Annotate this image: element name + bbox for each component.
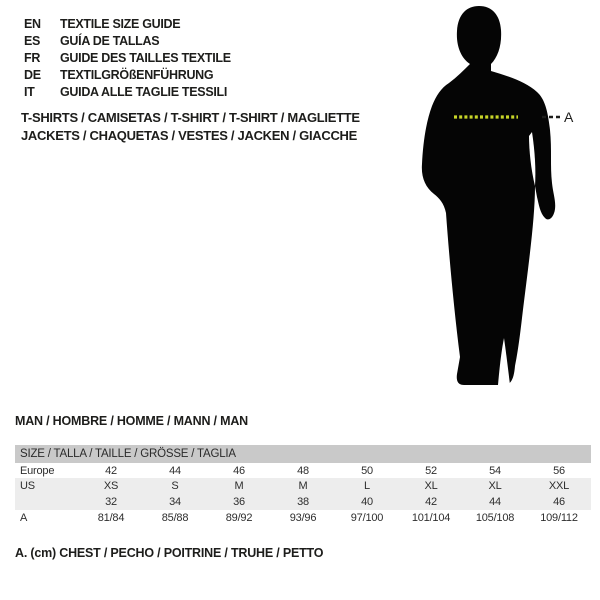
size-value: S <box>171 480 179 492</box>
size-value: 54 <box>489 464 501 477</box>
size-value: L <box>364 480 370 492</box>
man-silhouette <box>422 6 555 385</box>
lang-label: TEXTILGRÖßENFÜHRUNG <box>60 67 214 82</box>
lang-label: GUIDA ALLE TAGLIE TESSILI <box>60 84 228 99</box>
size-value: 56 <box>553 464 565 477</box>
size-value: 36 <box>233 496 245 508</box>
size-value: 81/84 <box>97 512 125 524</box>
size-value: 85/88 <box>161 512 189 524</box>
size-value: 34 <box>169 496 181 508</box>
size-value: 46 <box>233 464 245 477</box>
size-value: 89/92 <box>225 512 253 524</box>
size-value: 44 <box>169 464 181 477</box>
man-silhouette-figure <box>400 0 600 400</box>
size-value: 42 <box>105 464 117 477</box>
size-value: 52 <box>425 464 437 477</box>
lang-row-it <box>24 83 231 100</box>
product-line-tshirts: T-SHIRTS / CAMISETAS / T-SHIRT / T-SHIRT / MAGLIETTE <box>21 110 360 125</box>
measure-marker-label: A <box>564 109 574 125</box>
size-value: 46 <box>553 496 565 508</box>
size-value: XXL <box>548 480 570 492</box>
lang-row-en <box>24 15 231 32</box>
size-value: 32 <box>105 496 117 508</box>
lang-label: GUÍA DE TALLAS <box>60 33 160 48</box>
size-value: XL <box>424 480 438 492</box>
lang-code: EN <box>24 16 41 31</box>
row-label: US <box>20 480 35 492</box>
lang-code: IT <box>24 84 35 99</box>
lang-row-es <box>24 32 231 49</box>
product-categories <box>21 109 360 145</box>
lang-row-fr <box>24 49 231 66</box>
row-label: A <box>20 512 28 524</box>
size-value: XS <box>103 480 119 492</box>
table-row-europe <box>15 463 591 478</box>
size-value: XL <box>488 480 502 492</box>
lang-code: ES <box>24 33 41 48</box>
size-table <box>15 445 591 526</box>
size-value: 38 <box>297 496 309 508</box>
lang-label: GUIDE DES TAILLES TEXTILE <box>60 50 231 65</box>
lang-code: DE <box>24 67 41 82</box>
lang-label: TEXTILE SIZE GUIDE <box>60 16 181 31</box>
section-title-man: MAN / HOMBRE / HOMME / MANN / MAN <box>15 414 248 428</box>
size-value: M <box>298 480 308 492</box>
size-value: 97/100 <box>350 512 384 524</box>
row-label: Europe <box>20 464 55 477</box>
measurement-footnote: A. (cm) CHEST / PECHO / POITRINE / TRUHE / PETTO <box>15 546 324 560</box>
size-value: 93/96 <box>289 512 317 524</box>
table-row-us-letter <box>15 478 591 494</box>
size-value: 40 <box>361 496 373 508</box>
lang-row-de <box>24 66 231 83</box>
size-value: 44 <box>489 496 501 508</box>
size-value: M <box>234 480 244 492</box>
language-list <box>24 15 231 100</box>
lang-code: FR <box>24 50 41 65</box>
size-value: 105/108 <box>475 512 515 524</box>
table-row-us-numeric <box>15 494 591 510</box>
size-value: 109/112 <box>540 512 578 524</box>
table-row-chest-cm <box>15 510 591 526</box>
size-value: 48 <box>297 464 309 477</box>
size-value: 50 <box>361 464 373 477</box>
size-value: 42 <box>425 496 437 508</box>
size-table-header: SIZE / TALLA / TAILLE / GRÖSSE / TAGLIA <box>15 445 591 463</box>
size-value: 101/104 <box>411 512 451 524</box>
product-line-jackets: JACKETS / CHAQUETAS / VESTES / JACKEN / GIACCHE <box>21 128 357 143</box>
